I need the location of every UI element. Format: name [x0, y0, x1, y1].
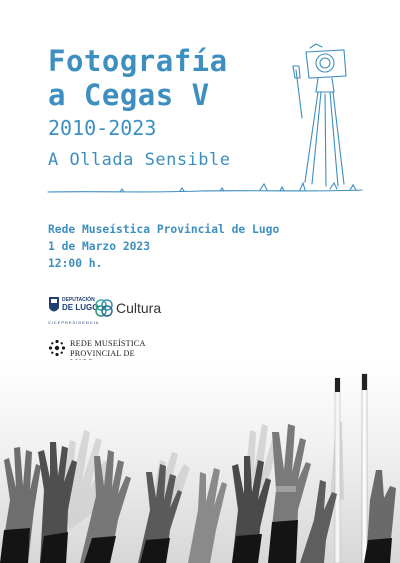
cultura-rings-icon [94, 298, 114, 318]
event-time: 12:00 h. [48, 257, 103, 270]
rede-museistica-logo [48, 336, 158, 362]
rede-emblem-icon [48, 339, 66, 357]
title-line-1: Fotografía [48, 44, 228, 78]
deputacion-line-1: DEPUTACIÓN [62, 297, 95, 303]
deputacion-crest-icon [48, 295, 60, 317]
rede-line-1: REDE MUSEÍSTICA [70, 339, 146, 348]
title-line-2: a Cegas V [48, 78, 210, 112]
poster-subtitle: A Ollada Sensible [48, 150, 231, 170]
poster-title [48, 44, 228, 112]
event-info [48, 221, 279, 272]
deputacion-line-2: DE LUGO [62, 303, 99, 312]
raised-hands-photo [0, 360, 400, 563]
deputacion-lugo-logo [48, 293, 168, 327]
event-date: 1 de Marzo 2023 [48, 240, 151, 253]
cultura-label: Cultura [116, 300, 162, 316]
event-venue: Rede Museística Provincial de Lugo [48, 223, 280, 236]
vicepresidencia-label: VICEPRESIDENCIA [48, 320, 100, 325]
deputacion-name [62, 297, 98, 312]
years-range: 2010-2023 [48, 116, 157, 140]
rede-line-2: PROVINCIAL DE [70, 348, 135, 358]
